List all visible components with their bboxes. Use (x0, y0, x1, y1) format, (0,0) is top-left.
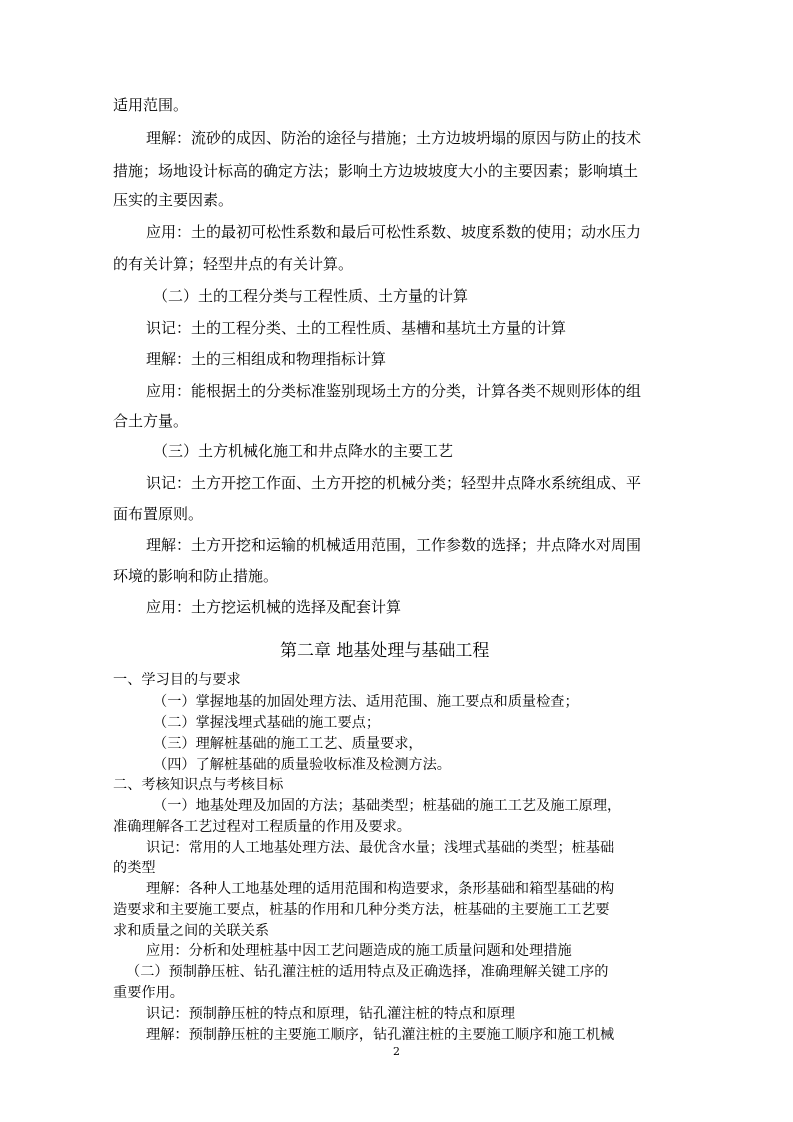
list-item: （三）理解桩基础的施工工艺、质量要求， (153, 736, 423, 752)
paragraph-line: 的有关计算；轻型井点的有关计算。 (113, 255, 354, 273)
paragraph-line: 应用：土的最初可松性系数和最后可松性系数、坡度系数的使用；动水压力 (146, 223, 642, 241)
subsection-heading: （二）土的工程分类与工程性质、土方量的计算 (153, 287, 469, 305)
paragraph-line: 应用：能根据土的分类标准鉴别现场土方的分类，计算各类不规则形体的组 (146, 382, 642, 400)
paragraph-line: 重要作用。 (113, 985, 184, 1001)
paragraph-line: 理解：预制静压桩的主要施工顺序，钻孔灌注桩的主要施工顺序和施工机械 (146, 1027, 615, 1043)
list-item: （二）掌握浅埋式基础的施工要点； (153, 715, 381, 731)
paragraph-line: 的类型 (113, 860, 156, 876)
paragraph-line: 压实的主要因素。 (113, 191, 234, 209)
paragraph-line: 应用：土方挖运机械的选择及配套计算 (146, 598, 402, 616)
paragraph-line: 应用：分析和处理桩基中因工艺问题造成的施工质量问题和处理措施 (146, 943, 572, 959)
chapter-title: 第二章 地基处理与基础工程 (280, 641, 490, 661)
paragraph-line: 措施；场地设计标高的确定方法；影响土方边坡坡度大小的主要因素；影响填土 (113, 162, 639, 180)
paragraph-line: 识记：土的工程分类、土的工程性质、基槽和基坑土方量的计算 (146, 319, 567, 337)
paragraph-line: 理解：各种人工地基处理的适用范围和构造要求，条形基础和箱型基础的构 (146, 881, 615, 897)
paragraph-line: 造要求和主要施工要点，桩基的作用和几种分类方法，桩基础的主要施工工艺要 (113, 902, 610, 918)
section-heading: 一、学习目的与要求 (113, 672, 241, 688)
paragraph-line: 理解：流砂的成因、防治的途径与措施；土方边坡坍塌的原因与防止的技术 (146, 129, 642, 147)
paragraph-line: （一）地基处理及加固的方法；基础类型；桩基础的施工工艺及施工原理， (153, 798, 622, 814)
paragraph-line: 准确理解各工艺过程对工程质量的作用及要求。 (113, 819, 411, 835)
paragraph-line: 求和质量之间的关联关系 (113, 923, 270, 939)
paragraph-line: 环境的影响和防止措施。 (113, 567, 279, 585)
paragraph-line: 适用范围。 (113, 96, 189, 114)
paragraph-line: 合土方量。 (113, 412, 189, 430)
paragraph-line: 识记：预制静压桩的特点和原理，钻孔灌注桩的特点和原理 (146, 1006, 515, 1022)
paragraph-line: 识记：土方开挖工作面、土方开挖的机械分类；轻型井点降水系统组成、平 (146, 474, 642, 492)
paragraph-line: 理解：土方开挖和运输的机械适用范围，工作参数的选择；井点降水对周围 (146, 536, 642, 554)
paragraph-line: 理解：土的三相组成和物理指标计算 (146, 350, 387, 368)
list-item: （一）掌握地基的加固处理方法、适用范围、施工要点和质量检查； (153, 694, 579, 710)
section-heading: 二、考核知识点与考核目标 (113, 777, 284, 793)
paragraph-line: 识记：常用的人工地基处理方法、最优含水量；浅埋式基础的类型；桩基础 (146, 840, 615, 856)
subsection-heading: （三）土方机械化施工和井点降水的主要工艺 (153, 442, 454, 460)
list-item: （四）了解桩基础的质量验收标准及检测方法。 (153, 757, 451, 773)
page-number: 2 (393, 1045, 400, 1058)
paragraph-line: 面布置原则。 (113, 505, 204, 523)
paragraph-line: （二）预制静压桩、钻孔灌注桩的适用特点及正确选择，准确理解关键工序的 (126, 964, 609, 980)
